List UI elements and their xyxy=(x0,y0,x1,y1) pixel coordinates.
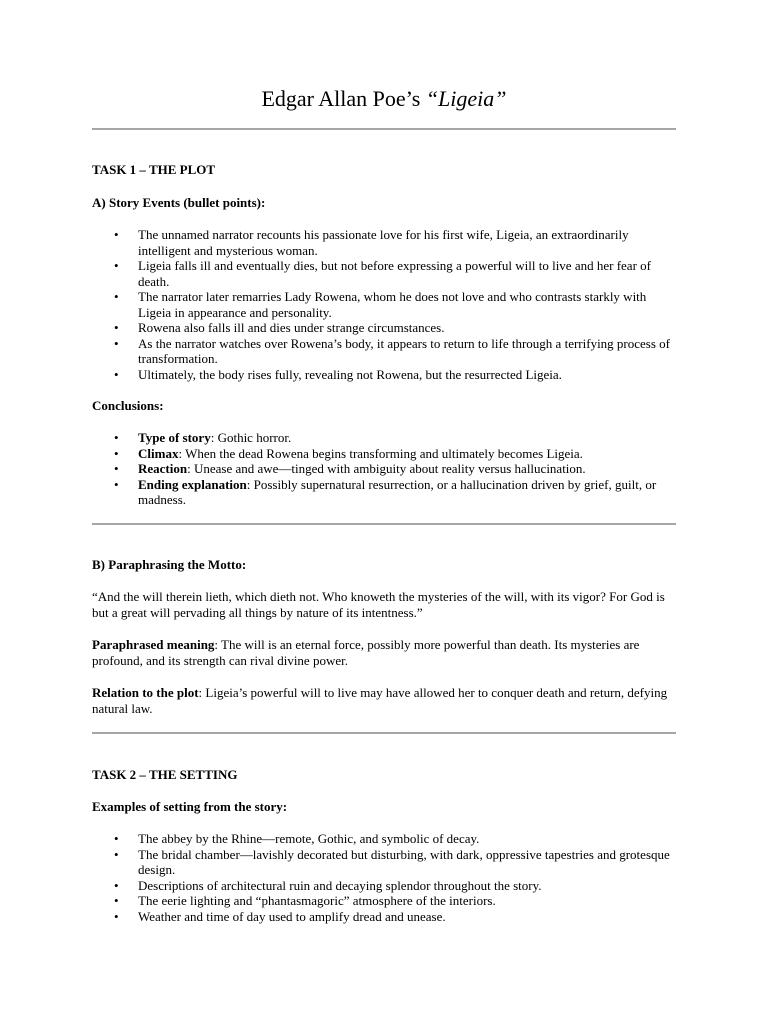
motto-quote: “And the will therein lieth, which dieth not. Who knoweth the mysteries of the will, with its vigor? For God is but a great will pervading all things by nature of its intentness.” xyxy=(92,589,665,620)
list-item: • The unnamed narrator recounts his passionate love for his first wife, Ligeia, an extraordinarily intelligent and mysterious woman. xyxy=(92,227,678,258)
list-item xyxy=(92,446,678,462)
relation-text: : Ligeia’s powerful will to live may have allowed her to conquer death and return, defying natural law. xyxy=(92,685,668,716)
setting-examples-heading: Examples of setting from the story: xyxy=(92,799,288,814)
conclusions-heading: Conclusions: xyxy=(92,398,164,413)
paraphrase-text: : The will is an eternal force, possibly more powerful than death. Its mysteries are profound, and its strength can rival divine power. xyxy=(92,637,640,668)
divider xyxy=(92,732,676,734)
paraphrased-meaning xyxy=(92,637,678,668)
list-item: • Weather and time of day used to amplify dread and unease. xyxy=(92,909,678,925)
conclusions-list xyxy=(92,430,678,508)
list-item xyxy=(92,430,678,446)
list-item: • Ligeia falls ill and eventually dies, but not before expressing a powerful will to live and her fear of death. xyxy=(92,258,678,289)
conclusion-text: : Possibly supernatural resurrection, or a hallucination driven by grief, guilt, or madness. xyxy=(138,476,657,507)
conclusion-text: : Gothic horror. xyxy=(210,430,292,445)
title-italic: “Ligeia” xyxy=(425,86,507,111)
title-plain: Edgar Allan Poe’s xyxy=(261,86,426,111)
page-title xyxy=(0,86,768,112)
list-item: • The abbey by the Rhine—remote, Gothic, and symbolic of decay. xyxy=(92,831,678,847)
conclusion-label: Reaction xyxy=(138,461,188,476)
list-item: • Descriptions of architectural ruin and decaying splendor throughout the story. xyxy=(92,878,678,894)
list-item: • Rowena also falls ill and dies under strange circumstances. xyxy=(92,320,678,336)
list-item xyxy=(92,461,678,477)
conclusion-label: Climax xyxy=(138,445,179,461)
list-item xyxy=(92,477,678,508)
paraphrase-label: Paraphrased meaning xyxy=(92,637,215,652)
relation-label: Relation to the plot xyxy=(92,685,199,700)
task2-heading: TASK 2 – THE SETTING xyxy=(92,767,238,782)
list-item: • As the narrator watches over Rowena’s body, it appears to return to life through a terrifying process of transformation. xyxy=(92,336,678,367)
divider xyxy=(92,523,676,525)
story-events-heading: A) Story Events (bullet points): xyxy=(92,195,266,210)
list-item: • Ultimately, the body rises fully, revealing not Rowena, but the resurrected Ligeia. xyxy=(92,367,678,383)
task1-heading: TASK 1 – THE PLOT xyxy=(92,162,216,177)
list-item: • The narrator later remarries Lady Rowena, whom he does not love and who contrasts starkly with Ligeia in appearance and personality. xyxy=(92,289,678,320)
divider xyxy=(92,128,676,130)
list-item: • The eerie lighting and “phantasmagoric” atmosphere of the interiors. xyxy=(92,893,678,909)
list-item: • The bridal chamber—lavishly decorated but disturbing, with dark, oppressive tapestries and grotesque design. xyxy=(92,847,678,878)
relation-to-plot xyxy=(92,685,678,716)
setting-examples-list xyxy=(92,831,678,924)
story-events-list xyxy=(92,227,678,382)
conclusion-text: : When the dead Rowena begins transforming and ultimately becomes Ligeia. xyxy=(178,445,583,461)
motto-heading: B) Paraphrasing the Motto: xyxy=(92,557,247,572)
conclusion-text: : Unease and awe—tinged with ambiguity about reality versus hallucination. xyxy=(187,461,586,476)
conclusion-label: Ending explanation xyxy=(138,476,247,492)
conclusion-label: Type of story xyxy=(138,430,211,445)
